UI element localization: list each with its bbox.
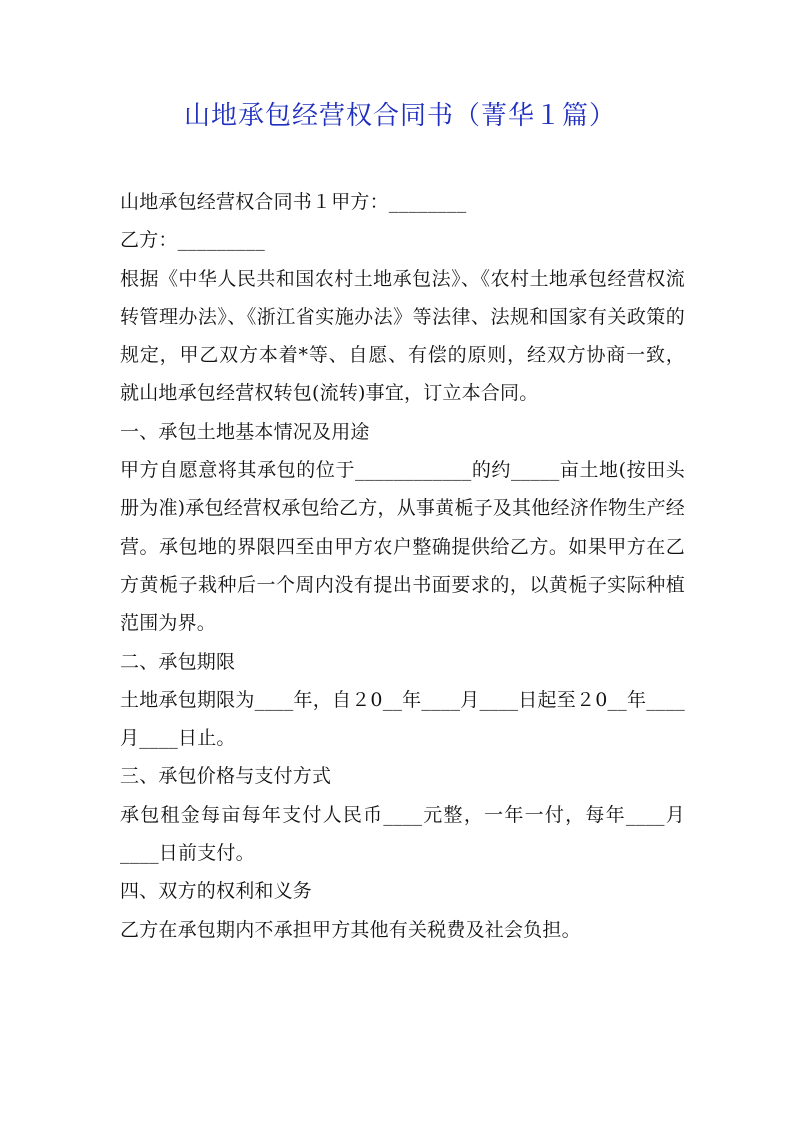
- section-4-paragraph: 乙方在承包期内不承担甲方其他有关税费及社会负担。: [120, 918, 581, 941]
- document-title: 山地承包经营权合同书（菁华１篇）: [183, 101, 616, 131]
- section-1-paragraph: 甲方自愿意将其承包的位于____________的约_____亩土地(按田头册为准)承包经营权承包给乙方，从事黄栀子及其他经济作物生产经营。承包地的界限四至由甲方农户整确提供给乙方。如果甲方在乙方黄栀子栽种后一个周内没有提出书面要求的，以黄栀子实际种植范围为界。: [120, 459, 685, 635]
- section-2-paragraph: 土地承包期限为____年，自２0__年____月____日起至２0__年____月____日止。: [120, 688, 685, 750]
- section-heading-2: 二、承包期限: [120, 650, 236, 673]
- section-heading-4: 四、双方的权利和义务: [120, 880, 313, 903]
- section-heading-3: 三、承包价格与支付方式: [120, 765, 332, 788]
- section-heading-1: 一、承包土地基本情况及用途: [120, 420, 370, 443]
- party-b-line: 乙方：_________: [120, 229, 265, 252]
- preamble-paragraph: 根据《中华人民共和国农村土地承包法》、《农村土地承包经营权流转管理办法》、《浙江省实施办法》等法律、法规和国家有关政策的规定，甲乙双方本着*等、自愿、有偿的原则，经双方协商一致，就山地承包经营权转包(流转)事宜，订立本合同。: [120, 267, 685, 405]
- party-a-line: 山地承包经营权合同书１甲方：________: [120, 191, 467, 213]
- document-body: [120, 183, 685, 949]
- section-3-paragraph: 承包租金每亩每年支付人民币____元整，一年一付，每年____月____日前支付。: [120, 803, 685, 865]
